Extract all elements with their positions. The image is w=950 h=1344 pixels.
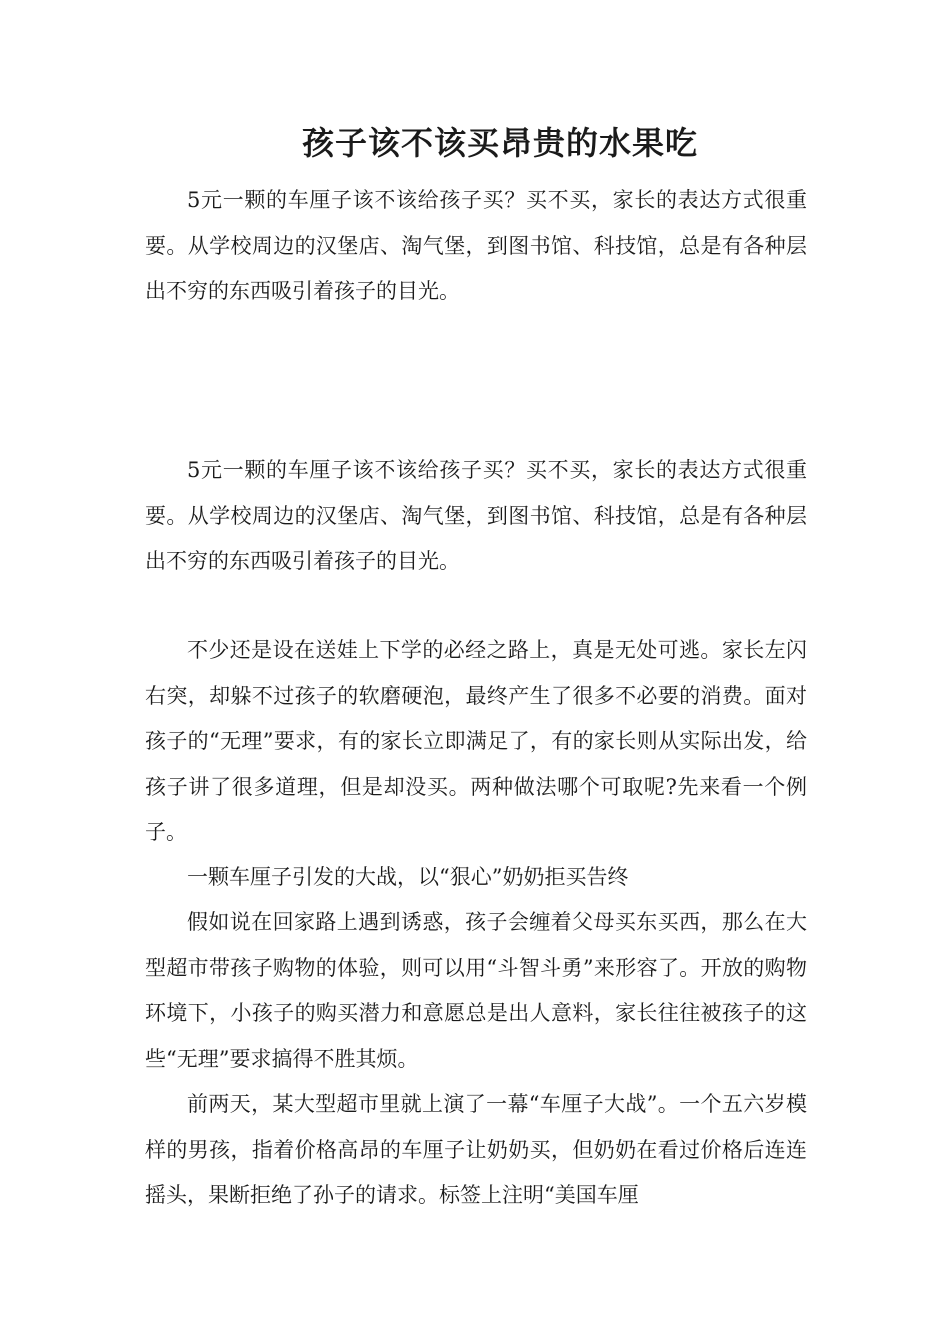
paragraph-3: 不少还是设在送娃上下学的必经之路上，真是无处可逃。家长左闪右突，却躲不过孩子的软磨硬泡，最终产生了很多不必要的消费。面对孩子的“无理”要求，有的家长立即满足了，有的家长则从实际出发，给孩子讲了很多道理，但是却没买。两种做法哪个可取呢?先来看一个例子。 xyxy=(145,638,807,844)
paragraph-1: 5元一颗的车厘子该不该给孩子买？买不买，家长的表达方式很重要。从学校周边的汉堡店、淘气堡，到图书馆、科技馆，总是有各种层出不穷的东西吸引着孩子的目光。 xyxy=(145,188,807,303)
document-title: 孩子该不该买昂贵的水果吃 xyxy=(301,124,698,162)
paragraph-4: 假如说在回家路上遇到诱惑，孩子会缠着父母买东买西，那么在大型超市带孩子购物的体验，则可以用“斗智斗勇”来形容了。开放的购物环境下，小孩子的购买潜力和意愿总是出人意料，家长往往被孩子的这些“无理”要求搞得不胜其烦。 xyxy=(145,910,807,1071)
paragraph-5: 前两天，某大型超市里就上演了一幕“车厘子大战”。一个五六岁模样的男孩，指着价格高昂的车厘子让奶奶买，但奶奶在看过价格后连连摇头，果断拒绝了孙子的请求。标签上注明“美国车厘 xyxy=(145,1092,807,1207)
section-heading: 一颗车厘子引发的大战，以“狠心”奶奶拒买告终 xyxy=(187,865,629,889)
paragraph-2: 5元一颗的车厘子该不该给孩子买？买不买，家长的表达方式很重要。从学校周边的汉堡店、淘气堡，到图书馆、科技馆，总是有各种层出不穷的东西吸引着孩子的目光。 xyxy=(145,458,807,573)
